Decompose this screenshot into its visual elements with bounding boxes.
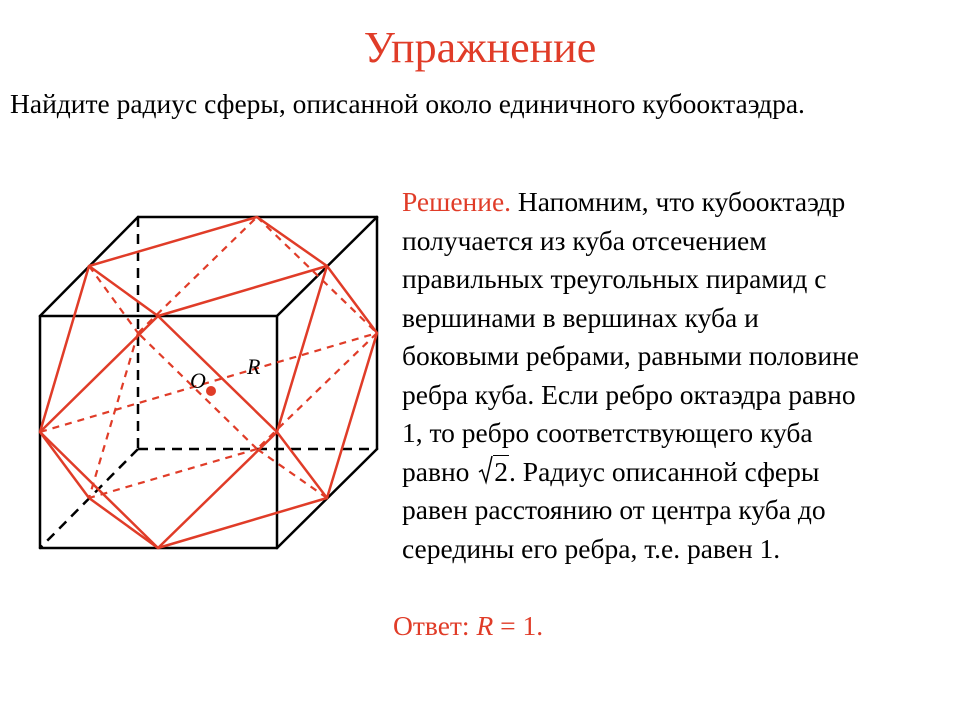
center-label: O [190, 368, 206, 393]
solution-line: 1, то ребро соответствующего куба [402, 417, 813, 448]
answer-value: = 1. [493, 610, 544, 641]
answer-label: Ответ: [393, 610, 470, 641]
answer [393, 609, 543, 642]
cuboctahedron-figure [30, 205, 390, 565]
problem-statement: Найдите радиус сферы, описанной около единичного кубооктаэдра. [10, 88, 805, 119]
solution-line: вершинами в вершинах куба и [402, 301, 759, 333]
sqrt-expression: 2 [478, 453, 509, 492]
solution-line: ребра куба. Если ребро октаэдра равно [402, 378, 856, 410]
solution-line: получается из куба отсечением [402, 224, 767, 256]
answer-variable: R [476, 610, 494, 641]
solution-heading: Решение. [402, 186, 512, 217]
solution-line: равен расстоянию от центра куба до [402, 494, 826, 525]
solution-line: боковыми ребрами, равными половине [402, 340, 860, 371]
solution-line: середины его ребра, т.е. равен 1. [402, 532, 781, 564]
solution-line: правильных треугольных пирамид с [402, 263, 827, 294]
solution-line: Решение. Напомним, что кубооктаэдр [402, 186, 846, 217]
center-point [206, 386, 216, 396]
slide-title: Упражнение [363, 23, 597, 72]
radius-label: R [247, 354, 261, 379]
solution-line: равно 2. Радиус описанной сферы [402, 453, 947, 492]
cuboctahedron-hidden-edges [40, 217, 377, 498]
solution-text [402, 183, 947, 568]
